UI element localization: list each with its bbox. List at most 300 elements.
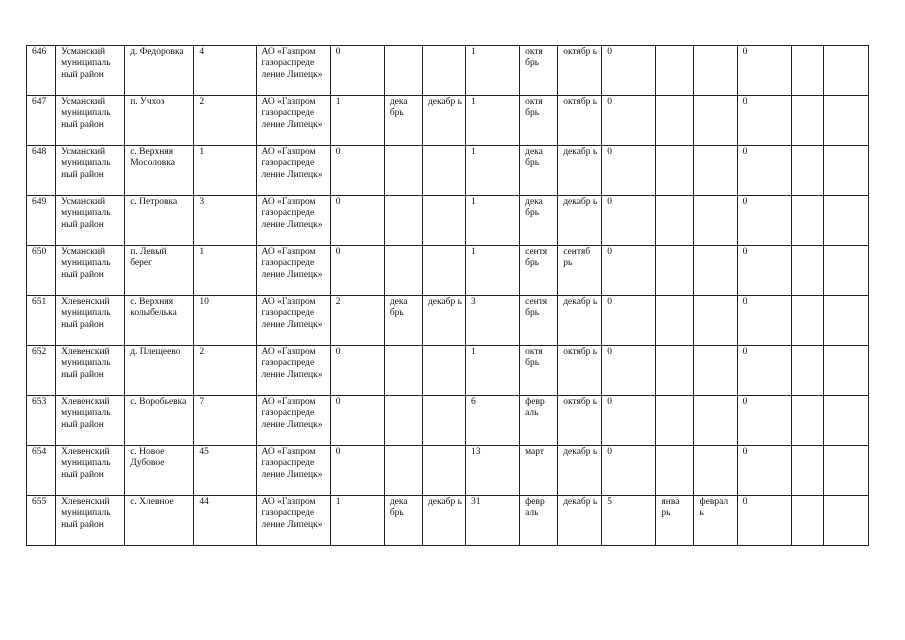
table-cell: [737, 346, 791, 396]
cell-text: 0: [607, 97, 613, 107]
table-cell: [27, 346, 56, 396]
table-cell: [256, 146, 330, 196]
table-cell: [256, 346, 330, 396]
cell-text: 10: [199, 297, 209, 307]
table-cell: [558, 96, 602, 146]
table-cell: [125, 396, 194, 446]
table-cell: [465, 496, 519, 546]
cell-text: 0: [607, 447, 613, 457]
table-cell: [384, 496, 422, 546]
cell-text: 2: [199, 347, 205, 357]
cell-text: 647: [32, 97, 47, 107]
table-row: [27, 96, 869, 146]
table-cell: [558, 46, 602, 96]
cell-text: 0: [742, 397, 748, 407]
table-cell: [194, 196, 256, 246]
table-cell: [558, 396, 602, 446]
cell-text: 45: [199, 447, 209, 457]
table-cell: [558, 196, 602, 246]
cell-text: 0: [335, 447, 341, 457]
table-cell: [791, 146, 823, 196]
cell-text: октябр ь: [563, 97, 598, 107]
cell-text: Усманский муниципаль ный район: [61, 47, 111, 80]
table-cell: [384, 296, 422, 346]
cell-text: декабр ь: [427, 497, 462, 507]
cell-text: 0: [607, 197, 613, 207]
table-cell: [656, 96, 694, 146]
cell-text: 3: [470, 297, 476, 307]
table-cell: [330, 46, 384, 96]
cell-text: 1: [470, 347, 476, 357]
cell-text: 0: [742, 97, 748, 107]
cell-text: дека брь: [389, 497, 408, 519]
table-row: [27, 196, 869, 246]
table-cell: [791, 96, 823, 146]
cell-text: октябр ь: [563, 47, 598, 57]
cell-text: 652: [32, 347, 47, 357]
table-cell: [656, 446, 694, 496]
table-cell: [602, 446, 656, 496]
table-cell: [823, 146, 868, 196]
table-cell: [791, 346, 823, 396]
table-cell: [520, 246, 558, 296]
cell-text: Усманский муниципаль ный район: [61, 97, 111, 130]
table-cell: [694, 96, 737, 146]
table-cell: [520, 296, 558, 346]
cell-text: 1: [199, 147, 205, 157]
cell-text: декабр ь: [563, 297, 598, 307]
table-cell: [737, 46, 791, 96]
cell-text: д. Федоровка: [130, 47, 184, 57]
table-cell: [125, 346, 194, 396]
cell-text: п. Учхоз: [130, 97, 165, 107]
table-cell: [27, 296, 56, 346]
cell-text: янва рь: [661, 497, 680, 519]
table-cell: [737, 446, 791, 496]
table-cell: [384, 396, 422, 446]
cell-text: октя брь: [525, 347, 543, 369]
cell-text: 0: [742, 147, 748, 157]
table-cell: [125, 246, 194, 296]
cell-text: 0: [335, 197, 341, 207]
cell-text: АО «Газпром газораспреде ление Липецк»: [261, 47, 323, 80]
cell-text: 1: [470, 247, 476, 257]
cell-text: 0: [607, 247, 613, 257]
cell-text: 1: [470, 97, 476, 107]
cell-text: Усманский муниципаль ный район: [61, 147, 111, 180]
table-cell: [56, 96, 125, 146]
table-cell: [694, 296, 737, 346]
table-cell: [791, 46, 823, 96]
table-cell: [602, 346, 656, 396]
cell-text: 1: [470, 47, 476, 57]
cell-text: февр аль: [525, 397, 545, 419]
table-row: [27, 46, 869, 96]
table-cell: [384, 346, 422, 396]
table-cell: [194, 146, 256, 196]
table-cell: [602, 96, 656, 146]
cell-text: 31: [470, 497, 481, 507]
cell-text: с. Верхняя Мосоловка: [130, 147, 175, 169]
table-cell: [656, 346, 694, 396]
cell-text: 654: [32, 447, 47, 457]
table-cell: [558, 346, 602, 396]
table-cell: [422, 246, 465, 296]
cell-text: декабр ь: [563, 447, 598, 457]
cell-text: октя брь: [525, 47, 543, 69]
table-cell: [330, 96, 384, 146]
cell-text: декабр ь: [563, 197, 598, 207]
cell-text: 648: [32, 147, 47, 157]
cell-text: АО «Газпром газораспреде ление Липецк»: [261, 197, 323, 230]
cell-text: феврал ь: [699, 497, 729, 519]
table-cell: [125, 446, 194, 496]
table-row: [27, 246, 869, 296]
cell-text: 7: [199, 397, 205, 407]
table-cell: [27, 246, 56, 296]
cell-text: 0: [742, 497, 748, 507]
cell-text: с. Верхняя колыбелька: [130, 297, 177, 319]
cell-text: с. Воробьевка: [130, 397, 187, 407]
cell-text: 0: [607, 397, 613, 407]
cell-text: 0: [742, 47, 748, 57]
table-cell: [465, 446, 519, 496]
table-cell: [422, 46, 465, 96]
table-cell: [56, 496, 125, 546]
table-cell: [384, 446, 422, 496]
table-cell: [422, 446, 465, 496]
table-cell: [656, 496, 694, 546]
table-cell: [194, 96, 256, 146]
table-cell: [384, 96, 422, 146]
table-cell: [694, 146, 737, 196]
cell-text: АО «Газпром газораспреде ление Липецк»: [261, 147, 323, 180]
table-cell: [465, 296, 519, 346]
table-cell: [422, 396, 465, 446]
table-cell: [56, 146, 125, 196]
table-cell: [823, 346, 868, 396]
table-cell: [520, 96, 558, 146]
table-cell: [56, 196, 125, 246]
cell-text: дека брь: [389, 97, 408, 119]
cell-text: февр аль: [525, 497, 545, 519]
table-cell: [520, 196, 558, 246]
table-cell: [384, 246, 422, 296]
table-cell: [256, 196, 330, 246]
table-cell: [465, 246, 519, 296]
cell-text: Хлевенский муниципаль ный район: [61, 347, 111, 380]
table-row: [27, 496, 869, 546]
cell-text: 1: [335, 497, 341, 507]
table-cell: [823, 446, 868, 496]
table-cell: [465, 346, 519, 396]
table-cell: [465, 46, 519, 96]
table-cell: [27, 96, 56, 146]
table-cell: [194, 46, 256, 96]
table-cell: [737, 146, 791, 196]
cell-text: АО «Газпром газораспреде ление Липецк»: [261, 297, 323, 330]
table-row: [27, 396, 869, 446]
cell-text: дека брь: [525, 147, 543, 169]
table-cell: [125, 46, 194, 96]
cell-text: Усманский муниципаль ный район: [61, 247, 111, 280]
cell-text: с. Петровка: [130, 197, 178, 207]
cell-text: 1: [335, 97, 341, 107]
cell-text: март: [525, 447, 545, 457]
table-cell: [27, 196, 56, 246]
cell-text: АО «Газпром газораспреде ление Липецк»: [261, 447, 323, 480]
cell-text: декабр ь: [427, 97, 462, 107]
table-cell: [694, 496, 737, 546]
table-row: [27, 446, 869, 496]
table-cell: [125, 96, 194, 146]
table-cell: [823, 496, 868, 546]
cell-text: п. Левый берег: [130, 247, 167, 269]
table-cell: [422, 496, 465, 546]
table-cell: [602, 296, 656, 346]
table-cell: [558, 246, 602, 296]
table-cell: [384, 146, 422, 196]
table-cell: [330, 196, 384, 246]
cell-text: 0: [607, 347, 613, 357]
table-cell: [422, 96, 465, 146]
data-table: [26, 45, 869, 546]
table-cell: [422, 196, 465, 246]
table-cell: [823, 396, 868, 446]
cell-text: сентя брь: [525, 297, 548, 319]
table-cell: [823, 246, 868, 296]
table-cell: [125, 496, 194, 546]
table-cell: [27, 146, 56, 196]
table-cell: [256, 96, 330, 146]
table-cell: [422, 296, 465, 346]
table-cell: [56, 346, 125, 396]
cell-text: 1: [199, 247, 205, 257]
table-cell: [422, 346, 465, 396]
cell-text: Хлевенский муниципаль ный район: [61, 397, 111, 430]
table-cell: [56, 396, 125, 446]
table-cell: [791, 496, 823, 546]
cell-text: 1: [470, 147, 476, 157]
table-cell: [602, 396, 656, 446]
cell-text: 4: [199, 47, 205, 57]
table-row: [27, 146, 869, 196]
cell-text: 653: [32, 397, 47, 407]
table-cell: [330, 446, 384, 496]
table-cell: [558, 296, 602, 346]
table-cell: [520, 446, 558, 496]
cell-text: 0: [742, 447, 748, 457]
table-cell: [27, 46, 56, 96]
table-cell: [465, 196, 519, 246]
cell-text: 649: [32, 197, 47, 207]
table-cell: [694, 396, 737, 446]
table-cell: [256, 396, 330, 446]
table-cell: [125, 296, 194, 346]
table-cell: [694, 346, 737, 396]
table-cell: [656, 46, 694, 96]
table-cell: [56, 446, 125, 496]
table-cell: [465, 146, 519, 196]
table-cell: [520, 46, 558, 96]
cell-text: АО «Газпром газораспреде ление Липецк»: [261, 497, 323, 530]
table-cell: [694, 196, 737, 246]
cell-text: Хлевенский муниципаль ный район: [61, 297, 111, 330]
table-cell: [823, 296, 868, 346]
cell-text: сентяб рь: [563, 247, 591, 269]
cell-text: 3: [199, 197, 205, 207]
cell-text: 13: [470, 447, 481, 457]
table-cell: [330, 246, 384, 296]
table-cell: [823, 46, 868, 96]
table-cell: [125, 146, 194, 196]
cell-text: 44: [199, 497, 209, 507]
table-cell: [465, 96, 519, 146]
cell-text: с. Хлевное: [130, 497, 174, 507]
table-cell: [194, 296, 256, 346]
table-cell: [823, 96, 868, 146]
cell-text: 0: [335, 47, 341, 57]
table-cell: [27, 496, 56, 546]
table-cell: [194, 246, 256, 296]
table-cell: [56, 246, 125, 296]
cell-text: 1: [470, 197, 476, 207]
table-cell: [656, 196, 694, 246]
table-cell: [27, 396, 56, 446]
table-cell: [520, 346, 558, 396]
table-cell: [465, 396, 519, 446]
cell-text: 0: [335, 347, 341, 357]
table-cell: [330, 296, 384, 346]
cell-text: декабр ь: [563, 147, 598, 157]
table-row: [27, 346, 869, 396]
table-cell: [56, 46, 125, 96]
cell-text: 0: [607, 147, 613, 157]
table-cell: [384, 46, 422, 96]
table-cell: [125, 196, 194, 246]
table-cell: [791, 446, 823, 496]
table-cell: [602, 146, 656, 196]
table-cell: [694, 446, 737, 496]
table-cell: [194, 346, 256, 396]
table-cell: [602, 496, 656, 546]
table-cell: [520, 396, 558, 446]
cell-text: 0: [335, 247, 341, 257]
cell-text: АО «Газпром газораспреде ление Липецк»: [261, 247, 323, 280]
cell-text: 646: [32, 47, 47, 57]
table-cell: [737, 196, 791, 246]
table-cell: [330, 346, 384, 396]
table-cell: [737, 396, 791, 446]
cell-text: АО «Газпром газораспреде ление Липецк»: [261, 347, 323, 380]
cell-text: декабр ь: [563, 497, 598, 507]
table-cell: [56, 296, 125, 346]
cell-text: сентя брь: [525, 247, 548, 269]
cell-text: АО «Газпром газораспреде ление Липецк»: [261, 397, 323, 430]
table-cell: [330, 396, 384, 446]
table-cell: [791, 296, 823, 346]
table-cell: [823, 196, 868, 246]
table-cell: [694, 46, 737, 96]
cell-text: АО «Газпром газораспреде ление Липецк»: [261, 97, 323, 130]
table-cell: [330, 146, 384, 196]
table-cell: [791, 246, 823, 296]
cell-text: 0: [335, 397, 341, 407]
table-body: [27, 46, 869, 546]
cell-text: 0: [742, 347, 748, 357]
table-cell: [737, 296, 791, 346]
cell-text: Хлевенский муниципаль ный район: [61, 447, 111, 480]
cell-text: октябр ь: [563, 347, 598, 357]
table-cell: [194, 446, 256, 496]
table-cell: [656, 246, 694, 296]
table-cell: [384, 196, 422, 246]
table-cell: [694, 246, 737, 296]
cell-text: 0: [607, 297, 613, 307]
table-cell: [330, 496, 384, 546]
table-cell: [602, 46, 656, 96]
table-cell: [256, 246, 330, 296]
table-cell: [558, 496, 602, 546]
cell-text: октя брь: [525, 97, 543, 119]
table-cell: [256, 446, 330, 496]
cell-text: 650: [32, 247, 47, 257]
table-cell: [558, 446, 602, 496]
table-cell: [256, 296, 330, 346]
cell-text: 0: [742, 197, 748, 207]
table-cell: [791, 196, 823, 246]
cell-text: дека брь: [389, 297, 408, 319]
table-cell: [27, 446, 56, 496]
cell-text: Хлевенский муниципаль ный район: [61, 497, 111, 530]
cell-text: Усманский муниципаль ный район: [61, 197, 111, 230]
cell-text: 0: [335, 147, 341, 157]
table-cell: [656, 396, 694, 446]
cell-text: д. Плещеево: [130, 347, 181, 357]
table-cell: [656, 296, 694, 346]
table-cell: [256, 46, 330, 96]
cell-text: дека брь: [525, 197, 543, 219]
table-cell: [737, 96, 791, 146]
table-cell: [256, 496, 330, 546]
table-cell: [656, 146, 694, 196]
cell-text: 655: [32, 497, 47, 507]
table-cell: [791, 396, 823, 446]
table-cell: [737, 246, 791, 296]
cell-text: 0: [742, 247, 748, 257]
table-cell: [737, 496, 791, 546]
table-row: [27, 296, 869, 346]
cell-text: 0: [607, 47, 613, 57]
table-cell: [194, 496, 256, 546]
table-cell: [602, 196, 656, 246]
cell-text: 5: [607, 497, 613, 507]
table-cell: [558, 146, 602, 196]
cell-text: октябр ь: [563, 397, 598, 407]
cell-text: 2: [335, 297, 341, 307]
table-cell: [520, 146, 558, 196]
cell-text: с. Новое Дубовое: [130, 447, 165, 469]
table-cell: [194, 396, 256, 446]
cell-text: 0: [742, 297, 748, 307]
cell-text: 651: [32, 297, 47, 307]
cell-text: декабр ь: [427, 297, 462, 307]
table-cell: [520, 496, 558, 546]
cell-text: 6: [470, 397, 476, 407]
table-cell: [422, 146, 465, 196]
table-cell: [602, 246, 656, 296]
cell-text: 2: [199, 97, 205, 107]
